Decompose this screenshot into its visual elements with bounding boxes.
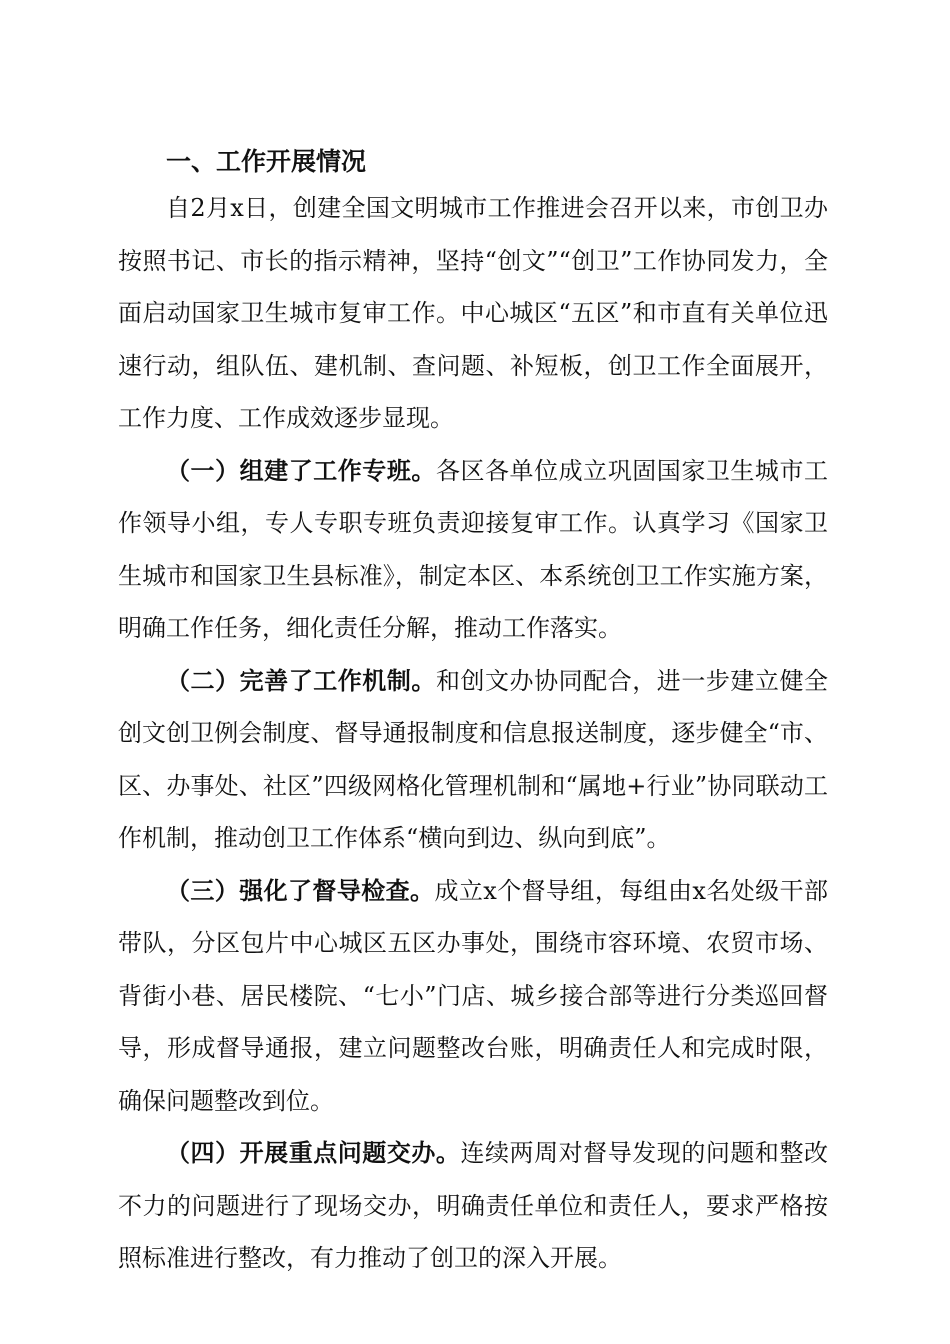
item-body-3: 成立x个督导组，每组由x名处级干部带队，分区包片中心城区五区办事处，围绕市容环境、农贸市场、背街小巷、居民楼院、“七小”门店、城乡接合部等进行分类巡回督导，形成督导通报，建立问题整改台账，明确责任人和完成时限，确保问题整改到位。 (118, 876, 828, 1115)
item-paragraph-4 (118, 1127, 828, 1285)
intro-paragraph: 自2月x日，创建全国文明城市工作推进会召开以来，市创卫办按照书记、市长的指示精神，坚持“创文”“创卫”工作协同发力，全面启动国家卫生城市复审工作。中心城区“五区”和市直有关单位迅速行动，组队伍、建机制、查问题、补短板，创卫工作全面展开，工作力度、工作成效逐步显现。 (118, 194, 828, 432)
item-paragraph-2 (118, 655, 828, 865)
item-lead-4: （四）开展重点问题交办。 (166, 1139, 461, 1167)
item-paragraph-3 (118, 865, 828, 1128)
item-lead-2: （二）完善了工作机制。 (166, 666, 436, 695)
item-lead-1: （一）组建了工作专班。 (166, 456, 436, 485)
section-heading: 一、工作开展情况 (166, 147, 367, 176)
item-paragraph-1 (118, 445, 828, 655)
item-body-4: 连续两周对督导发现的问题和整改不力的问题进行了现场交办，明确责任单位和责任人，要求严格按照标准进行整改，有力推动了创卫的深入开展。 (118, 1139, 829, 1272)
document-body (118, 142, 828, 1285)
item-body-1: 各区各单位成立巩固国家卫生城市工作领导小组，专人专职专班负责迎接复审工作。认真学习《国家卫生城市和国家卫生县标准》，制定本区、本系统创卫工作实施方案，明确工作任务，细化责任分解，推动工作落实。 (118, 456, 829, 642)
item-body-2: 和创文办协同配合，进一步建立健全创文创卫例会制度、督导通报制度和信息报送制度，逐步健全“市、区、办事处、社区”四级网格化管理机制和“属地+行业”协同联动工作机制，推动创卫工作体系“横向到边、纵向到底”。 (118, 666, 829, 852)
item-lead-3: （三）强化了督导检查。 (166, 876, 435, 905)
